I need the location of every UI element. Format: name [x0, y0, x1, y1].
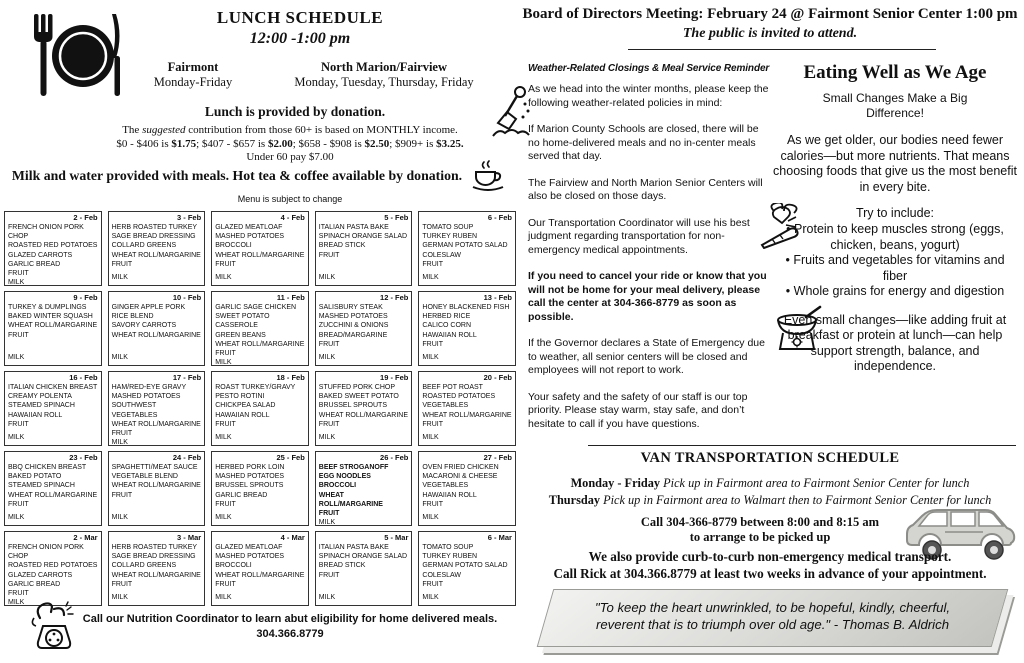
lunch-time: 12:00 -1:00 pm: [249, 30, 351, 47]
menu-cell: [4, 211, 102, 286]
van-call-line2: to arrange to be picked up: [689, 530, 831, 544]
menu-item: FRUIT: [8, 500, 29, 508]
menu-item: FRUIT: [111, 491, 133, 499]
menu-item: GLAZED MEATLOAF: [215, 223, 283, 231]
menu-date: 2 - Mar: [73, 533, 98, 542]
eating-well-title: Eating Well as We Age: [803, 62, 987, 83]
menu-item: TURKEY & DUMPLINGS: [8, 303, 87, 311]
weather-section: [528, 63, 770, 444]
menu-cell: [108, 371, 206, 446]
menu-cell: [4, 371, 102, 446]
menu-item: COLESLAW: [422, 571, 462, 579]
menu-item: MILK: [215, 273, 232, 281]
menu-item: WHEAT ROLL/MARGARINE: [318, 491, 383, 508]
menu-date: 27 - Feb: [483, 453, 512, 462]
weather-heading: Weather-Related Closings & Meal Service Reminder: [528, 63, 770, 74]
menu-item: TURKEY RUBEN: [422, 233, 478, 241]
weather-paragraph: As we head into the winter months, please keep the following weather-related policies in mind:: [528, 83, 769, 109]
menu-item: FRUIT: [8, 270, 29, 278]
menu-cell: [4, 451, 102, 526]
menu-item: MASHED POTATOES: [215, 233, 285, 241]
menu-item: SPINACH ORANGE SALAD: [318, 233, 408, 241]
menu-cell: [418, 211, 516, 286]
weather-paragraph: The Fairview and North Marion Senior Centers will also be closed on those days.: [528, 176, 763, 202]
menu-item: STEAMED SPINACH: [8, 482, 75, 490]
menu-date: 5 - Feb: [384, 213, 409, 222]
menu-item: HERB ROASTED TURKEY: [111, 223, 198, 231]
van-call-line1: Call 304-366-8779 between 8:00 and 8:15 am: [640, 515, 880, 529]
public-invited-line: The public is invited to attend.: [682, 26, 858, 41]
menu-item: BROCCOLI: [215, 242, 252, 250]
menu-item: MACARONI & CHEESE: [422, 473, 498, 481]
nutrition-coordinator-note: [75, 612, 505, 642]
menu-item: BBQ CHICKEN BREAST: [8, 463, 87, 471]
menu-item: MILK: [215, 433, 232, 441]
menu-date: 5 - Mar: [384, 533, 409, 542]
menu-cell: [211, 371, 309, 446]
menu-item: SAGE BREAD DRESSING: [111, 553, 196, 561]
menu-item: WHEAT ROLL/MARGARINE: [111, 571, 201, 579]
menu-item: TURKEY RUBEN: [422, 553, 478, 561]
price-line: $0 - $406 is $1.75; $407 - $657 is $2.00; $658 - $908 is $2.50; $909+ is $3.25.: [116, 137, 464, 150]
menu-item: FRUIT: [8, 590, 29, 598]
board-meeting-line: Board of Directors Meeting: February 24 @ Fairmont Senior Center 1:00 pm: [522, 6, 1018, 22]
menu-item: ITALIAN PASTA BAKE: [318, 223, 389, 231]
menu-item: BROCCOLI: [215, 562, 252, 570]
menu-cell: [211, 451, 309, 526]
menu-item: MILK: [422, 273, 439, 281]
coffee-cup-icon: [472, 160, 504, 192]
plate-utensils-icon: [26, 12, 126, 98]
van-schedule-rows: [520, 475, 1020, 508]
menu-item: MILK: [8, 513, 25, 521]
menu-item: GARLIC BREAD: [8, 580, 61, 588]
menu-item: BRUSSEL SPROUTS: [318, 402, 387, 410]
menu-cell: [315, 291, 413, 366]
menu-item: BEEF POT ROAST: [422, 383, 483, 391]
menu-item: BRUSSEL SPROUTS: [215, 482, 284, 490]
menu-date: 24 - Feb: [172, 453, 202, 462]
menu-item: MILK: [422, 433, 439, 441]
menu-cell: [315, 531, 413, 606]
menu-item: STUFFED PORK CHOP: [318, 383, 396, 391]
menu-item: OVEN FRIED CHICKEN: [422, 463, 499, 471]
menu-item: MILK: [111, 353, 128, 361]
menu-date: 4 - Feb: [280, 213, 305, 222]
menu-item: FRUIT: [318, 251, 340, 259]
menu-item: SOUTHWEST VEGETABLES: [111, 402, 158, 419]
menu-date: 11 - Feb: [276, 293, 305, 302]
divider-line: [588, 445, 1016, 446]
eating-well-closing: Even small changes—like adding fruit at breakfast or protein at lunch—can help support strength, balance, and independence.: [783, 312, 1007, 373]
eating-well-section: [772, 62, 1018, 375]
donation-heading: Lunch is provided by donation.: [204, 104, 386, 119]
menu-item: TOMATO SOUP: [422, 223, 474, 231]
menu-item: GLAZED MEATLOAF: [215, 543, 283, 551]
menu-date: 10 - Feb: [172, 293, 202, 302]
menu-item: WHEAT ROLL/MARGARINE: [215, 251, 305, 259]
menu-date: 6 - Mar: [487, 533, 512, 542]
menu-item: VEGETABLES: [422, 482, 469, 490]
divider-line: [628, 49, 936, 50]
menu-item: MASHED POTATOES: [318, 313, 388, 321]
menu-item: FRUIT: [8, 331, 29, 339]
menu-item: FRUIT: [215, 500, 236, 508]
page-title: LUNCH SCHEDULE: [216, 8, 384, 27]
menu-item: FRUIT: [318, 340, 340, 348]
quote-box: [545, 589, 1000, 647]
menu-date: 25 - Feb: [276, 453, 305, 462]
menu-item: FRUIT: [318, 571, 340, 579]
menu-item: MILK: [318, 593, 336, 601]
menu-item: GREEN BEANS: [215, 331, 266, 339]
menu-item: WHEAT ROLL/MARGARINE: [111, 251, 201, 259]
menu-item: GERMAN POTATO SALAD: [422, 242, 508, 250]
menu-item: CALICO CORN: [422, 322, 472, 330]
menu-item: GLAZED CARROTS: [8, 251, 73, 259]
contribution-info: [40, 124, 540, 165]
menu-date: 9 - Feb: [73, 293, 98, 302]
under-60-line: Under 60 pay $7.00: [246, 151, 334, 163]
menu-date: 16 - Feb: [69, 373, 98, 382]
menu-item: SALISBURY STEAK: [318, 303, 383, 311]
menu-item: MILK: [422, 353, 439, 361]
menu-date: 6 - Feb: [487, 213, 512, 222]
medical-line1: We also provide curb-to-curb non-emergency medical transport.: [588, 549, 952, 564]
menu-item: BREAD STICK: [318, 562, 366, 570]
menu-item: MILK: [8, 433, 25, 441]
menu-item: RICE BLEND: [111, 313, 154, 321]
menu-item: CREAMY POLENTA: [8, 393, 72, 401]
menu-cell: [418, 451, 516, 526]
menu-cell: [211, 211, 309, 286]
menu-item: COLESLAW: [422, 251, 462, 259]
menu-item: GARLIC BREAD: [8, 260, 61, 268]
menu-item: MILK: [422, 593, 439, 601]
menu-item: VEGETABLES: [422, 402, 469, 410]
menu-cell: [108, 451, 206, 526]
menu-item: FRUIT: [318, 510, 340, 518]
try-to-include-heading: Try to include:: [855, 206, 935, 220]
menu-item: ITALIAN CHICKEN BREAST: [8, 383, 98, 391]
menu-date: 3 - Mar: [177, 533, 202, 542]
menu-item: TOMATO SOUP: [422, 543, 474, 551]
menu-date: 26 - Feb: [380, 453, 409, 462]
menu-item: MILK: [422, 513, 439, 521]
menu-item: BAKED WINTER SQUASH: [8, 313, 93, 321]
menu-item: MASHED POTATOES: [215, 553, 285, 561]
menu-item: COLLARD GREENS: [111, 562, 177, 570]
menu-subject-note: Menu is subject to change: [237, 194, 343, 204]
menu-item: MILK: [215, 593, 232, 601]
menu-cell: [315, 371, 413, 446]
menu-item: COLLARD GREENS: [111, 242, 177, 250]
menu-item: STEAMED SPINACH: [8, 402, 75, 410]
menu-item: HAM/RED-EYE GRAVY: [111, 383, 187, 391]
menu-item: HAWAIIAN ROLL: [215, 411, 270, 419]
menu-item: MILK: [111, 513, 128, 521]
location-fairmont: Fairmont Monday-Friday: [153, 60, 233, 89]
van-row-weekday: Monday - Friday Pick up in Fairmont area to Fairmont Senior Center for lunch: [570, 476, 970, 490]
menu-item: WHEAT ROLL/MARGARINE: [8, 491, 98, 499]
menu-item: ROAST TURKEY/GRAVY: [215, 383, 296, 391]
milk-water-line: Milk and water provided with meals. Hot tea & coffee available by donation.: [11, 168, 463, 183]
menu-date: 3 - Feb: [177, 213, 202, 222]
menu-cell: [108, 211, 206, 286]
menu-item: EGG NOODLES: [318, 473, 371, 481]
van-transportation-section: [520, 450, 1020, 508]
board-meeting-notice: [520, 6, 1020, 42]
menu-item: MILK: [111, 273, 128, 281]
snow-shovel-icon: [492, 84, 530, 140]
menu-item: ROASTED RED POTATOES: [8, 562, 98, 570]
menu-item: HAWAIIAN ROLL: [422, 331, 477, 339]
menu-item: FRUIT: [8, 420, 29, 428]
nutrition-line: Call our Nutrition Coordinator to learn abut eligibility for home delivered meals.: [82, 613, 498, 625]
menu-item: SWEET POTATO CASSEROLE: [215, 313, 270, 330]
nutrition-bullet: • Protein to keep muscles strong (eggs, chicken, beans, yogurt): [772, 222, 1018, 253]
van-schedule-title: VAN TRANSPORTATION SCHEDULE: [640, 450, 900, 466]
menu-item: MILK: [111, 593, 128, 601]
menu-cell: [418, 291, 516, 366]
menu-item: FRUIT: [215, 260, 236, 268]
menu-item: WHEAT ROLL/MARGARINE: [111, 331, 201, 339]
menu-item: BEEF STROGANOFF: [318, 463, 389, 471]
menu-date: 4 - Mar: [280, 533, 305, 542]
nutrition-phone: 304.366.8779: [256, 628, 324, 640]
menu-item: BAKED POTATO: [8, 473, 62, 481]
menu-item: MILK: [318, 273, 336, 281]
menu-item: WHEAT ROLL/MARGARINE: [422, 411, 512, 419]
menu-item: GARLIC SAGE CHICKEN: [215, 303, 297, 311]
menu-item: FRUIT: [215, 420, 236, 428]
menu-item: FRUIT: [111, 430, 133, 438]
menu-item: FRUIT: [318, 420, 340, 428]
menu-item: MILK: [8, 279, 25, 286]
menu-item: WHEAT ROLL/MARGARINE: [8, 322, 98, 330]
menu-item: MILK: [215, 359, 232, 366]
nutrition-bullet: • Whole grains for energy and digestion: [772, 284, 1018, 300]
menu-grid: [4, 211, 516, 606]
menu-date: 18 - Feb: [276, 373, 305, 382]
menu-item: FRUIT: [111, 580, 133, 588]
telephone-icon: [30, 600, 80, 654]
menu-item: CHICKPEA SALAD: [215, 402, 276, 410]
menu-date: 2 - Feb: [73, 213, 98, 222]
menu-item: VEGETABLE BLEND: [111, 473, 178, 481]
menu-item: FRUIT: [215, 580, 236, 588]
menu-item: MILK: [8, 353, 25, 361]
menu-item: WHEAT ROLL/MARGARINE: [215, 571, 305, 579]
menu-cell: [418, 371, 516, 446]
menu-item: SPINACH ORANGE SALAD: [318, 553, 408, 561]
menu-item: FRUIT: [215, 350, 236, 358]
menu-item: FRUIT: [422, 420, 443, 428]
menu-item: MILK: [318, 519, 336, 526]
menu-item: GLAZED CARROTS: [8, 571, 73, 579]
menu-item: WHEAT ROLL/MARGARINE: [111, 420, 201, 428]
menu-item: WHEAT ROLL/MARGARINE: [111, 482, 201, 490]
menu-item: FRUIT: [422, 580, 443, 588]
menu-item: HERBED PORK LOIN: [215, 463, 285, 471]
menu-item: HAWAIIAN ROLL: [8, 411, 63, 419]
menu-item: SAVORY CARROTS: [111, 322, 177, 330]
quote-text: "To keep the heart unwrinkled, to be hopeful, kindly, cheerful, reverent that is to triumph over old age." - Thomas B. Aldrich: [594, 600, 951, 632]
menu-item: BREAD/MARGARINE: [318, 331, 388, 339]
nutrition-bullets: [772, 222, 1018, 300]
weather-paragraph: If you need to cancel your ride or know that you will not be home for your meal delivery, please call the center at 304-366-8779 as soon as possible.: [528, 270, 767, 323]
menu-cell: [108, 291, 206, 366]
menu-cell: [211, 531, 309, 606]
eating-well-intro: As we get older, our bodies need fewer calories—but more nutrients. That means choosing foods that give us the most benefit in every bite.: [773, 133, 1017, 194]
menu-item: BROCCOLI: [318, 482, 357, 490]
menu-cell: [315, 451, 413, 526]
menu-item: FRUIT: [422, 340, 443, 348]
menu-item: ROASTED POTATOES: [422, 393, 496, 401]
menu-item: GERMAN POTATO SALAD: [422, 562, 508, 570]
menu-date: 23 - Feb: [69, 453, 98, 462]
menu-item: FRENCH ONION PORK CHOP: [8, 543, 84, 561]
menu-item: MILK: [318, 353, 336, 361]
menu-item: SPAGHETTI/MEAT SAUCE: [111, 463, 198, 471]
location-north-marion: North Marion/Fairview Monday, Tuesday, Thursday, Friday: [294, 60, 474, 89]
nutrition-bullet: • Fruits and vegetables for vitamins and fiber: [772, 253, 1018, 284]
weather-paragraphs: [528, 83, 770, 431]
menu-item: PESTO ROTINI: [215, 393, 265, 401]
menu-cell: [211, 291, 309, 366]
medical-line2: Call Rick at 304.366.8779 at least two weeks in advance of your appointment.: [553, 565, 987, 581]
locations: [118, 60, 500, 90]
menu-item: MILK: [111, 439, 128, 446]
menu-cell: [315, 211, 413, 286]
menu-cell: [108, 531, 206, 606]
menu-item: MASHED POTATOES: [111, 393, 181, 401]
menu-item: FRENCH ONION PORK CHOP: [8, 223, 84, 241]
menu-item: MILK: [215, 513, 232, 521]
menu-item: WHEAT ROLL/MARGARINE: [318, 411, 408, 419]
menu-item: MILK: [8, 599, 25, 606]
menu-item: FRUIT: [111, 260, 133, 268]
menu-date: 19 - Feb: [380, 373, 409, 382]
menu-item: HONEY BLACKENED FISH: [422, 303, 510, 311]
menu-date: 17 - Feb: [172, 373, 202, 382]
menu-item: FRUIT: [422, 260, 443, 268]
menu-cell: [4, 531, 102, 606]
menu-item: ZUCCHINI & ONIONS: [318, 322, 389, 330]
van-row-thursday: Thursday Pick up in Fairmont area to Walmart then to Fairmont Senior Center for lunch: [548, 492, 992, 507]
menu-item: GINGER APPLE PORK: [111, 303, 186, 311]
weather-paragraph: Our Transportation Coordinator will use his best judgment regarding transportation for non-emergency medical appointments.: [528, 216, 750, 256]
weather-paragraph: If the Governor declares a State of Emergency due to weather, all senior centers will be closed and employees will not report to work.: [528, 337, 765, 376]
menu-date: 12 - Feb: [380, 293, 409, 302]
menu-item: MASHED POTATOES: [215, 473, 285, 481]
menu-cell: [418, 531, 516, 606]
menu-item: WHEAT ROLL/MARGARINE: [215, 340, 305, 348]
weather-paragraph: Your safety and the safety of our staff is our top priority. Please stay warm, stay safe, and don’t hesitate to call if you have questions.: [528, 390, 748, 430]
lunch-schedule-header: [150, 8, 450, 48]
menu-item: MILK: [318, 433, 336, 441]
menu-cell: [4, 291, 102, 366]
menu-date: 13 - Feb: [483, 293, 512, 302]
menu-item: FRUIT: [422, 500, 443, 508]
menu-item: HERBED RICE: [422, 313, 471, 321]
menu-item: BREAD STICK: [318, 242, 366, 250]
menu-item: ITALIAN PASTA BAKE: [318, 543, 389, 551]
menu-date: 20 - Feb: [483, 373, 512, 382]
menu-item: SAGE BREAD DRESSING: [111, 233, 196, 241]
menu-item: GARLIC BREAD: [215, 491, 268, 499]
menu-item: ROASTED RED POTATOES: [8, 242, 98, 250]
menu-item: BAKED SWEET POTATO: [318, 393, 399, 401]
contribution-line: The suggested contribution from those 60+ is based on MONTHLY income.: [122, 124, 458, 136]
menu-item: HAWAIIAN ROLL: [422, 491, 477, 499]
menu-item: HERB ROASTED TURKEY: [111, 543, 198, 551]
eating-well-subtitle: Small Changes Make a Big Difference!: [822, 91, 968, 120]
weather-paragraph: If Marion County Schools are closed, there will be no home-delivered meals and no in-center meals served that day.: [528, 123, 759, 162]
medical-transport-note: [520, 549, 1020, 582]
